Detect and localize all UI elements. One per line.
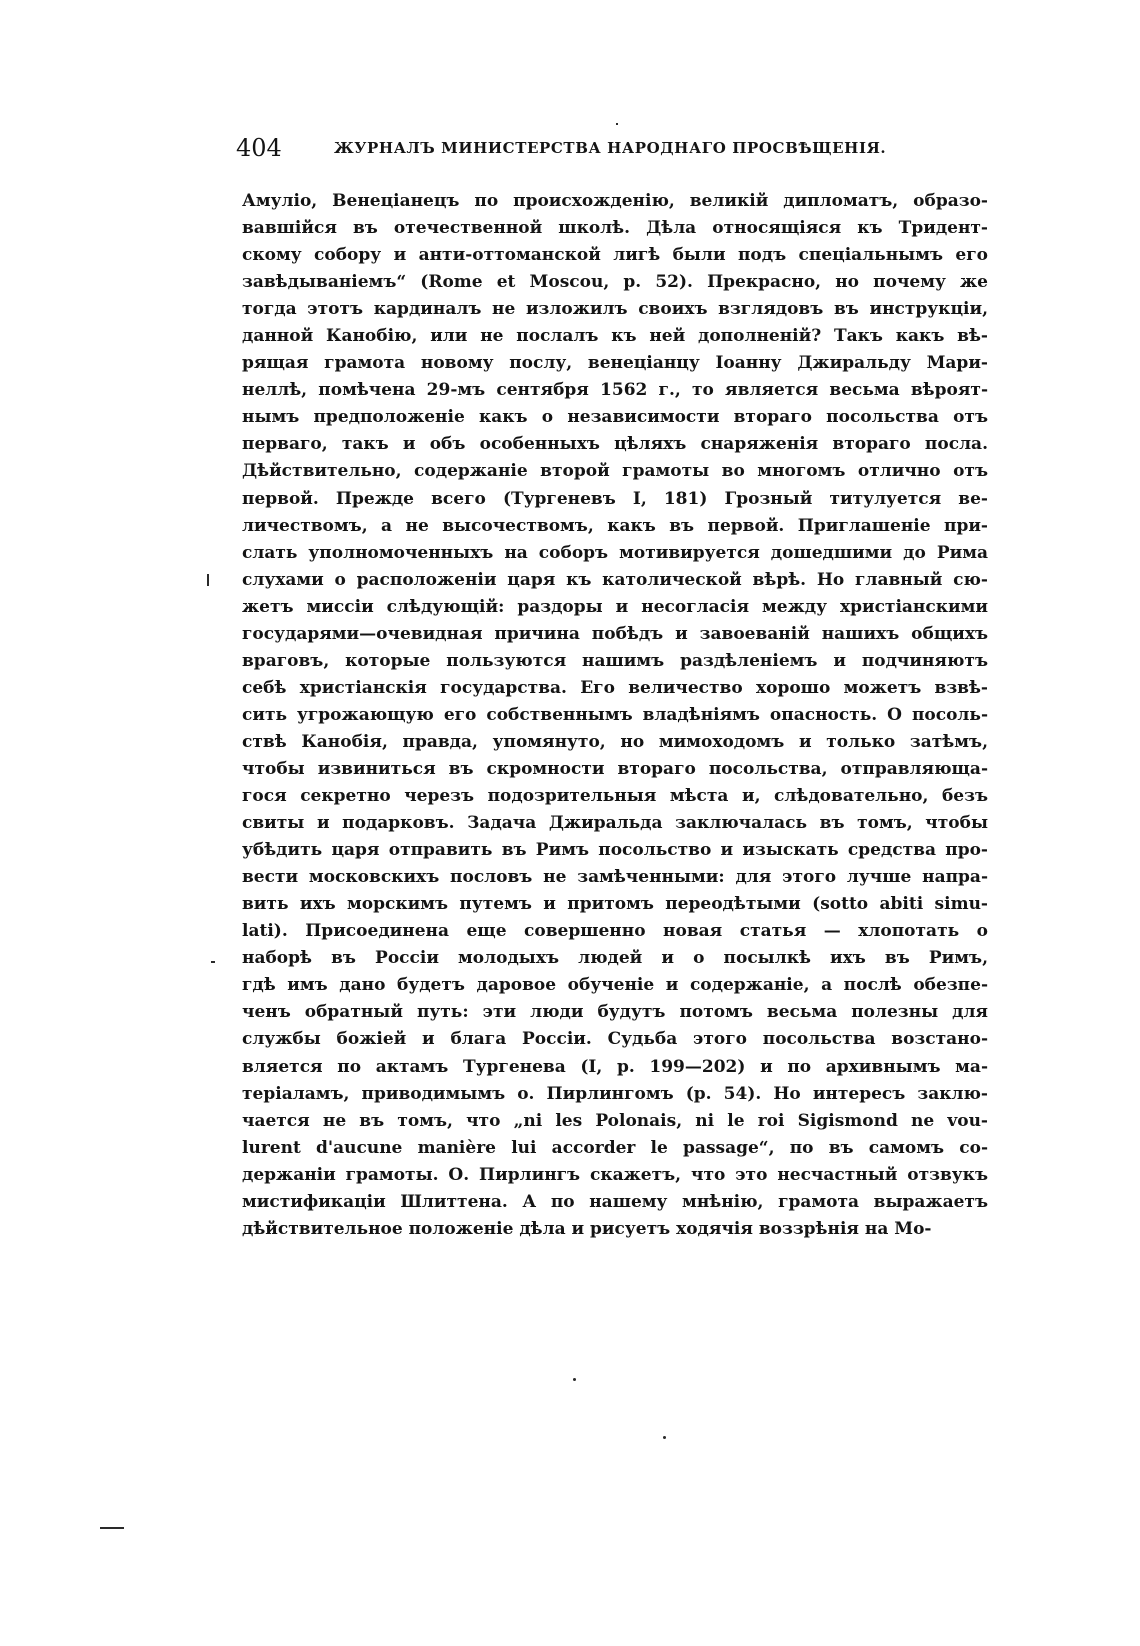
text-line: ствѣ Канобiя, правда, упомянуто, но мимоходомъ и только затѣмъ,	[242, 731, 988, 752]
text-line: завѣдыванiемъ“ (Rome et Moscou, p. 52). Прекрасно, но почему же	[242, 272, 988, 293]
margin-rule	[100, 1527, 124, 1529]
text-line: себѣ христiанскiя государства. Его величество хорошо можетъ взвѣ-	[242, 677, 988, 698]
text-line: слухами о расположенiи царя къ католической вѣрѣ. Но главный сю-	[242, 569, 988, 590]
text-line: вляется по актамъ Тургенева (I, p. 199—202) и по архивнымъ ма-	[242, 1056, 988, 1077]
text-line: гдѣ имъ дано будетъ даровое обученiе и содержанiе, а послѣ обезпе-	[242, 975, 988, 996]
text-line: терiаламъ, приводимымъ о. Пирлингомъ (p. 54). Но интересъ заклю-	[242, 1083, 988, 1104]
scan-speck	[573, 1378, 576, 1381]
text-line: Амулiо, Венецiанецъ по происхожденiю, великiй дипломатъ, образо-	[242, 191, 988, 211]
text-line: скому собору и анти-оттоманской лигѣ были подъ спецiальнымъ его	[242, 245, 988, 266]
text-line: вести московскихъ пословъ не замѣченными: для этого лучше напра-	[242, 867, 988, 888]
text-line: чается не въ томъ, что „ni les Polonais, ni le roi Sigismond ne vou-	[242, 1110, 988, 1131]
text-line: перваго, такъ и объ особенныхъ цѣляхъ снаряженiя втораго посла.	[242, 434, 988, 455]
text-line: ченъ обратный путь: эти люди будутъ потомъ весьма полезны для	[242, 1002, 988, 1023]
text-line: Дѣйствительно, содержанiе второй грамоты во многомъ отлично отъ	[242, 461, 988, 482]
scan-speck	[663, 1436, 666, 1439]
running-head: ЖУРНАЛЪ МИНИСТЕРСТВА НАРОДНАГО ПРОСВѢЩЕНІЯ.	[334, 139, 887, 157]
text-line: личествомъ, а не высочествомъ, какъ въ первой. Приглашенiе при-	[242, 515, 988, 536]
text-line: тогда этотъ кардиналъ не изложилъ своихъ взглядовъ въ инструкцiи,	[242, 299, 988, 320]
text-line: lati). Присоединена еще совершенно новая статья — хлопотать о	[242, 921, 988, 942]
text-line: свиты и подарковъ. Задача Джиральда заключалась въ томъ, чтобы	[242, 813, 988, 834]
text-line: данной Канобiю, или не послалъ къ ней дополненiй? Такъ какъ вѣ-	[242, 326, 988, 347]
text-line: слать уполномоченныхъ на соборъ мотивируется дошедшими до Рима	[242, 542, 988, 563]
margin-mark	[211, 961, 215, 963]
text-line: рящая грамота новому послу, венецiанцу Iоанну Джиральду Мари-	[242, 353, 988, 374]
text-line: гося секретно черезъ подозрительныя мѣста и, слѣдовательно, безъ	[242, 786, 988, 807]
text-line: вавшiйся въ отечественной школѣ. Дѣла относящiяся къ Тридент-	[242, 218, 988, 239]
margin-mark	[207, 574, 209, 586]
text-line: враговъ, которые пользуются нашимъ раздѣленiемъ и подчиняютъ	[242, 650, 988, 671]
scan-speck	[616, 123, 618, 125]
text-line: службы божiей и блага Россiи. Судьба этого посольства возстано-	[242, 1029, 988, 1050]
text-line: нымъ предположенiе какъ о независимости втораго посольства отъ	[242, 407, 988, 428]
text-line: государями—очевидная причина побѣдъ и завоеванiй нашихъ общихъ	[242, 623, 988, 644]
page-number: 404	[236, 134, 282, 162]
text-line: первой. Прежде всего (Тургеневъ I, 181) Грозный титулуется ве-	[242, 488, 988, 509]
text-line: сить угрожающую его собственнымъ владѣнiямъ опасность. О посоль-	[242, 704, 988, 725]
text-line: неллѣ, помѣчена 29-мъ сентября 1562 г., то является весьма вѣроят-	[242, 380, 988, 401]
text-line: чтобы извиниться въ скромности втораго посольства, отправляюща-	[242, 758, 988, 779]
text-line: держанiи грамоты. О. Пирлингъ скажетъ, что это несчастный отзвукъ	[242, 1164, 988, 1185]
text-line: наборѣ въ Россiи молодыхъ людей и о посылкѣ ихъ въ Римъ,	[242, 948, 988, 969]
body-text	[242, 188, 988, 1243]
text-line: убѣдить царя отправить въ Римъ посольство и изыскать средства про-	[242, 840, 988, 861]
text-line: вить ихъ морскимъ путемъ и притомъ переодѣтыми (sotto abiti simu-	[242, 894, 988, 915]
text-line: lurent d'aucune manière lui accorder le passage“, по въ самомъ со-	[242, 1137, 988, 1158]
text-line: дѣйствительное положенiе дѣла и рисуетъ ходячiя воззрѣнiя на Мо-	[242, 1218, 932, 1239]
text-line: мистификацiи Шлиттена. А по нашему мнѣнiю, грамота выражаетъ	[242, 1191, 988, 1212]
text-line: жетъ миссiи слѣдующiй: раздоры и несогласiя между христiанскими	[242, 596, 988, 617]
page-header	[236, 134, 887, 164]
